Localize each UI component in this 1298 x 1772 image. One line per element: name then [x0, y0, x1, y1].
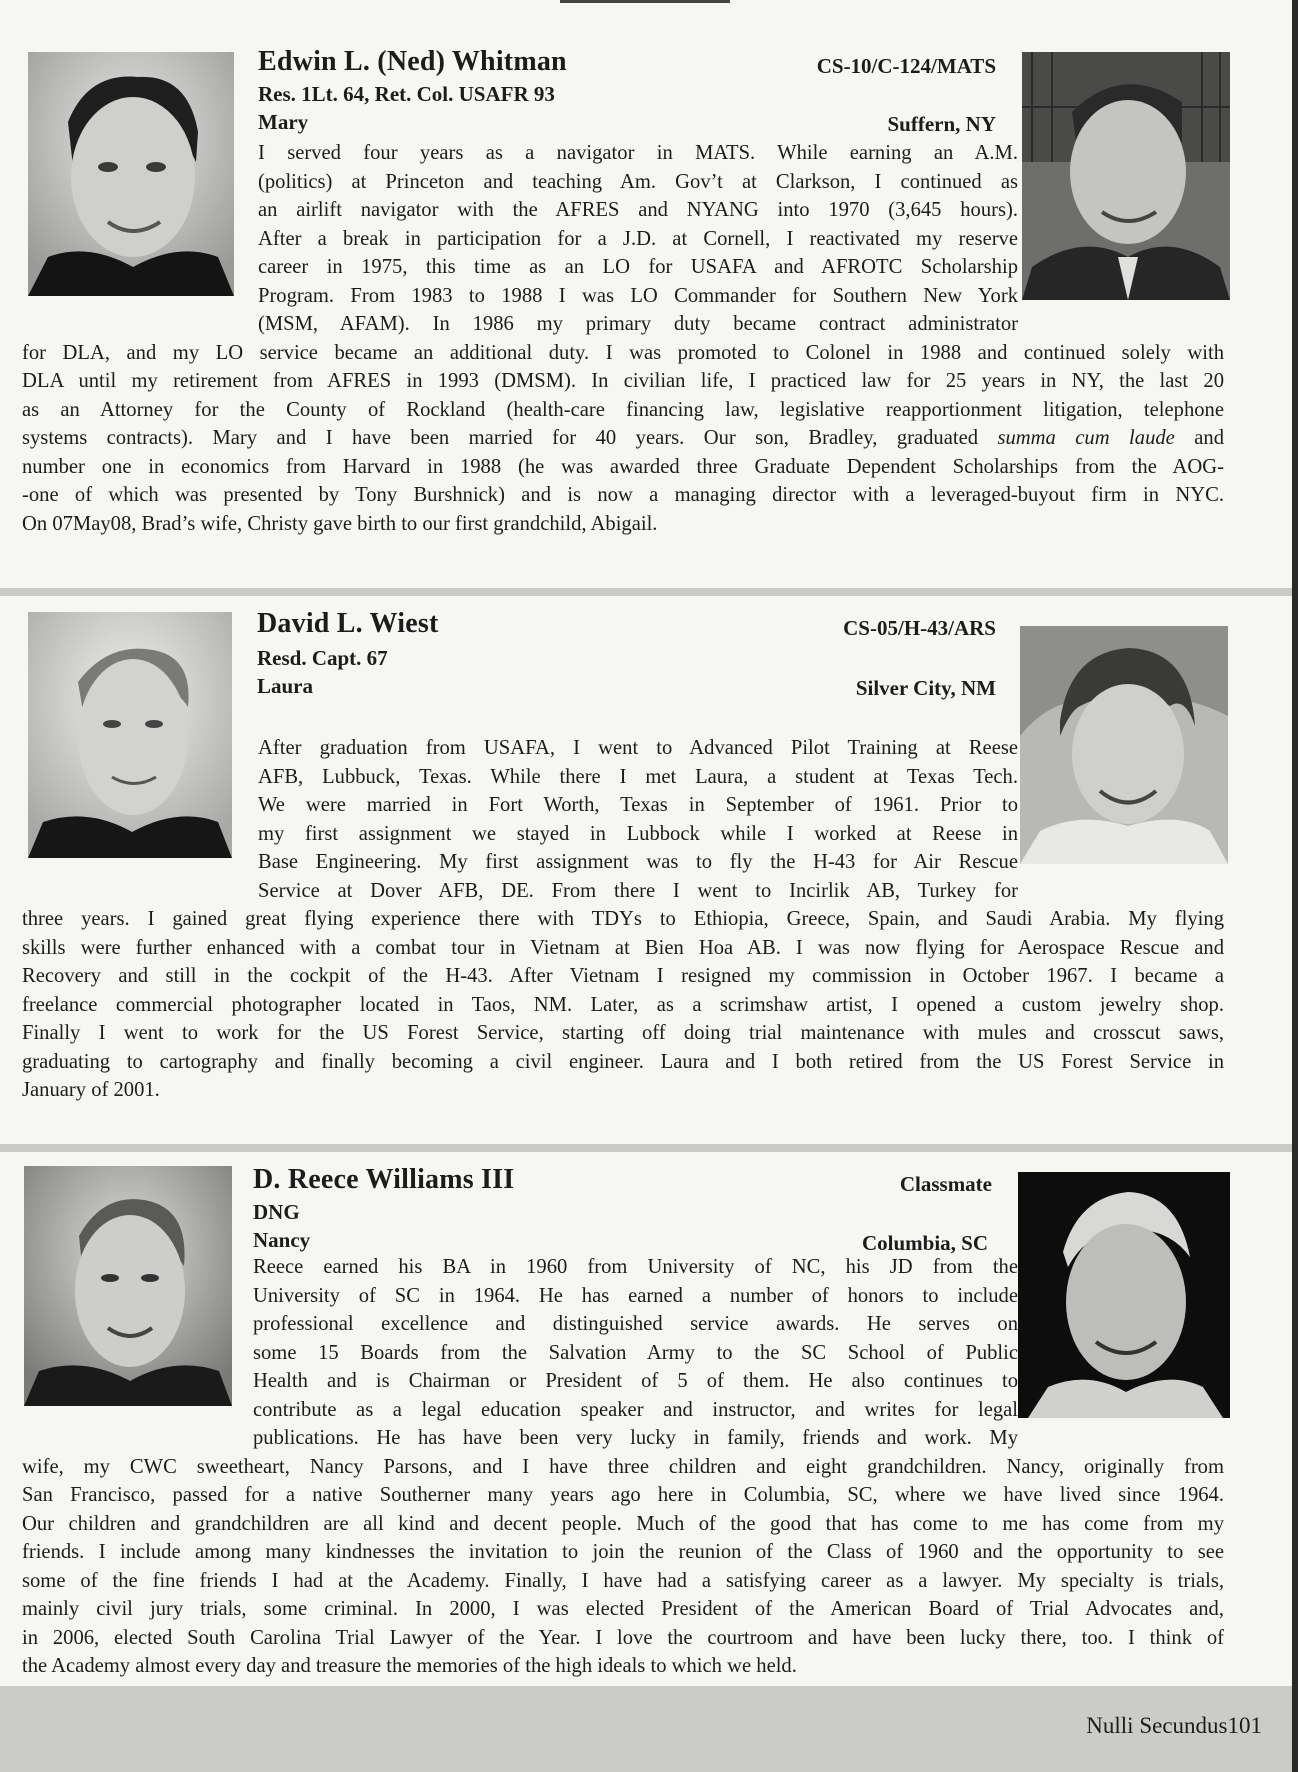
page-top-mark [560, 0, 730, 3]
entry-spouse: Mary [258, 110, 309, 134]
bio-line: graduating to cartography and finally becoming a civil engineer. Laura and I both retired from the US Forest Service in [22, 1050, 1224, 1073]
bio-line: After graduation from USAFA, I went to Advanced Pilot Training at Reese [258, 737, 1018, 759]
bio-line: I served four years as a navigator in MATS. While earning an A.M. [258, 142, 1018, 164]
bio-line: career in 1975, this time as an LO for USAFA and AFROTC Scholarship [258, 256, 1018, 278]
bio-line: Reece earned his BA in 1960 from University of NC, his JD from the [253, 1256, 1018, 1278]
entry-spouse: Nancy [253, 1228, 311, 1252]
bio-text: systems contracts). Mary and I have been married for 40 years. Our son, Bradley, graduated [22, 427, 979, 449]
entry-rank: Resd. Capt. 67 [257, 646, 388, 670]
bio-line: professional excellence and distinguished service awards. He serves on [253, 1313, 1018, 1335]
bio-line: an airlift navigator with the AFRES and NYANG into 1970 (3,645 hours). [258, 199, 1018, 221]
bio-line: some of the fine friends I had at the Academy. Finally, I have had a satisfying career as a lawyer. My specialty is trials, [22, 1569, 1224, 1592]
bio-line: number one in economics from Harvard in 1988 (he was awarded three Graduate Dependent Scholarships from the AOG- [22, 455, 1224, 478]
bio-line: my first assignment we stayed in Lubbock while I worked at Reese in [258, 822, 1018, 845]
entry-code: CS-10/C-124/MATS [816, 54, 996, 78]
section-divider [0, 588, 1292, 596]
entry-bio [22, 1253, 1224, 1681]
bio-line: January of 2001. [22, 1079, 160, 1101]
bio-line: -one of which was presented by Tony Burshnick) and is now a managing director with a leveraged-buyout firm in NYC. [22, 484, 1224, 506]
bio-line: On 07May08, Brad’s wife, Christy gave birth to our first grandchild, Abigail. [22, 512, 658, 535]
entry-spouse: Laura [257, 674, 314, 698]
entry-bio [22, 734, 1224, 1105]
bio-line: the Academy almost every day and treasure the memories of the high ideals to which we held. [22, 1655, 797, 1677]
italic-phrase: summa cum laude [997, 427, 1175, 449]
bio-line: AFB, Lubbuck, Texas. While there I met Laura, a student at Texas Tech. [258, 765, 1018, 788]
bio-line: Health and is Chairman or President of 5 of them. He also continues to [253, 1370, 1018, 1392]
bio-line: contribute as a legal education speaker and instructor, and writes for legal [253, 1398, 1018, 1421]
page-edge [1292, 0, 1298, 1772]
bio-line: skills were further enhanced with a combat tour in Vietnam at Bien Hoa AB. I was now flying for Aerospace Rescue and [22, 936, 1224, 959]
page-footer [0, 1686, 1292, 1772]
bio-line: wife, my CWC sweetheart, Nancy Parsons, and I have three children and eight grandchildren. Nancy, originally from [22, 1455, 1224, 1478]
bio-text: and [1174, 427, 1224, 449]
bio-line: Finally I went to work for the US Forest Service, starting off doing trial maintenance with mules and crosscut saws, [22, 1022, 1224, 1044]
entry-code: CS-05/H-43/ARS [843, 616, 996, 640]
bio-line: mainly civil jury trials, some criminal. In 2000, I was elected President of the American Board of Trial Advocates and, [22, 1598, 1224, 1620]
footer-page-label: Nulli Secundus101 [1086, 1713, 1262, 1738]
entry-rank: DNG [253, 1200, 300, 1224]
entry-city: Suffern, NY [887, 112, 996, 136]
entry-name: D. Reece Williams III [253, 1164, 515, 1195]
entry-name: David L. Wiest [257, 608, 439, 639]
bio-line: Our children and grandchildren are all kind and decent people. Much of the good that has come to me has come from my [22, 1512, 1224, 1535]
bio-line: San Francisco, passed for a native Southerner many years ago here in Columbia, SC, where we have lived since 1964. [22, 1484, 1224, 1506]
bio-line-with-italic [22, 424, 1224, 453]
entry-code: Classmate [899, 1172, 992, 1196]
entry-bio [22, 139, 1224, 538]
bio-line: three years. I gained great flying experience there with TDYs to Ethiopia, Greece, Spain, and Saudi Arabia. My flying [22, 908, 1224, 930]
bio-line: for DLA, and my LO service became an additional duty. I was promoted to Colonel in 1988 and continued solely with [22, 341, 1224, 364]
bio-line: Service at Dover AFB, DE. From there I went to Incirlik AB, Turkey for [258, 879, 1018, 902]
bio-line: freelance commercial photographer located in Taos, NM. Later, as a scrimshaw artist, I opened a custom jewelry shop. [22, 993, 1224, 1016]
entry-city: Columbia, SC [861, 1231, 988, 1255]
section-divider [0, 1144, 1292, 1152]
bio-line: as an Attorney for the County of Rockland (health-care financing law, legislative reapportionment litigation, telephone [22, 398, 1224, 421]
entry-city: Silver City, NM [855, 676, 996, 700]
bio-line: After a break in participation for a J.D. at Cornell, I reactivated my reserve [258, 227, 1018, 250]
bio-line: friends. I include among many kindnesses the invitation to join the reunion of the Class of 1960 and the opportunity to see [22, 1541, 1224, 1563]
bio-line: (MSM, AFAM). In 1986 my primary duty became contract administrator [258, 313, 1018, 335]
bio-line: (politics) at Princeton and teaching Am. Gov’t at Clarkson, I continued as [258, 170, 1018, 193]
bio-line: University of SC in 1964. He has earned a number of honors to include [253, 1284, 1018, 1307]
bio-line: publications. He has have been very lucky in family, friends and work. My [253, 1427, 1018, 1449]
bio-line: Recovery and still in the cockpit of the H-43. After Vietnam I resigned my commission in October 1967. I became a [22, 965, 1224, 987]
entry-rank: Res. 1Lt. 64, Ret. Col. USAFR 93 [258, 82, 555, 106]
bio-line: Base Engineering. My first assignment was to fly the H-43 for Air Rescue [258, 851, 1018, 873]
entry-name: Edwin L. (Ned) Whitman [258, 46, 567, 77]
bio-line: DLA until my retirement from AFRES in 1993 (DMSM). In civilian life, I practiced law for 25 years in NY, the last 20 [22, 370, 1224, 392]
bio-line: some 15 Boards from the Salvation Army to the SC School of Public [253, 1341, 1018, 1364]
bio-line: in 2006, elected South Carolina Trial Lawyer of the Year. I love the courtroom and have been lucky there, too. I think of [22, 1626, 1224, 1649]
bio-line: Program. From 1983 to 1988 I was LO Commander for Southern New York [258, 284, 1018, 307]
bio-line: We were married in Fort Worth, Texas in September of 1961. Prior to [258, 794, 1018, 816]
